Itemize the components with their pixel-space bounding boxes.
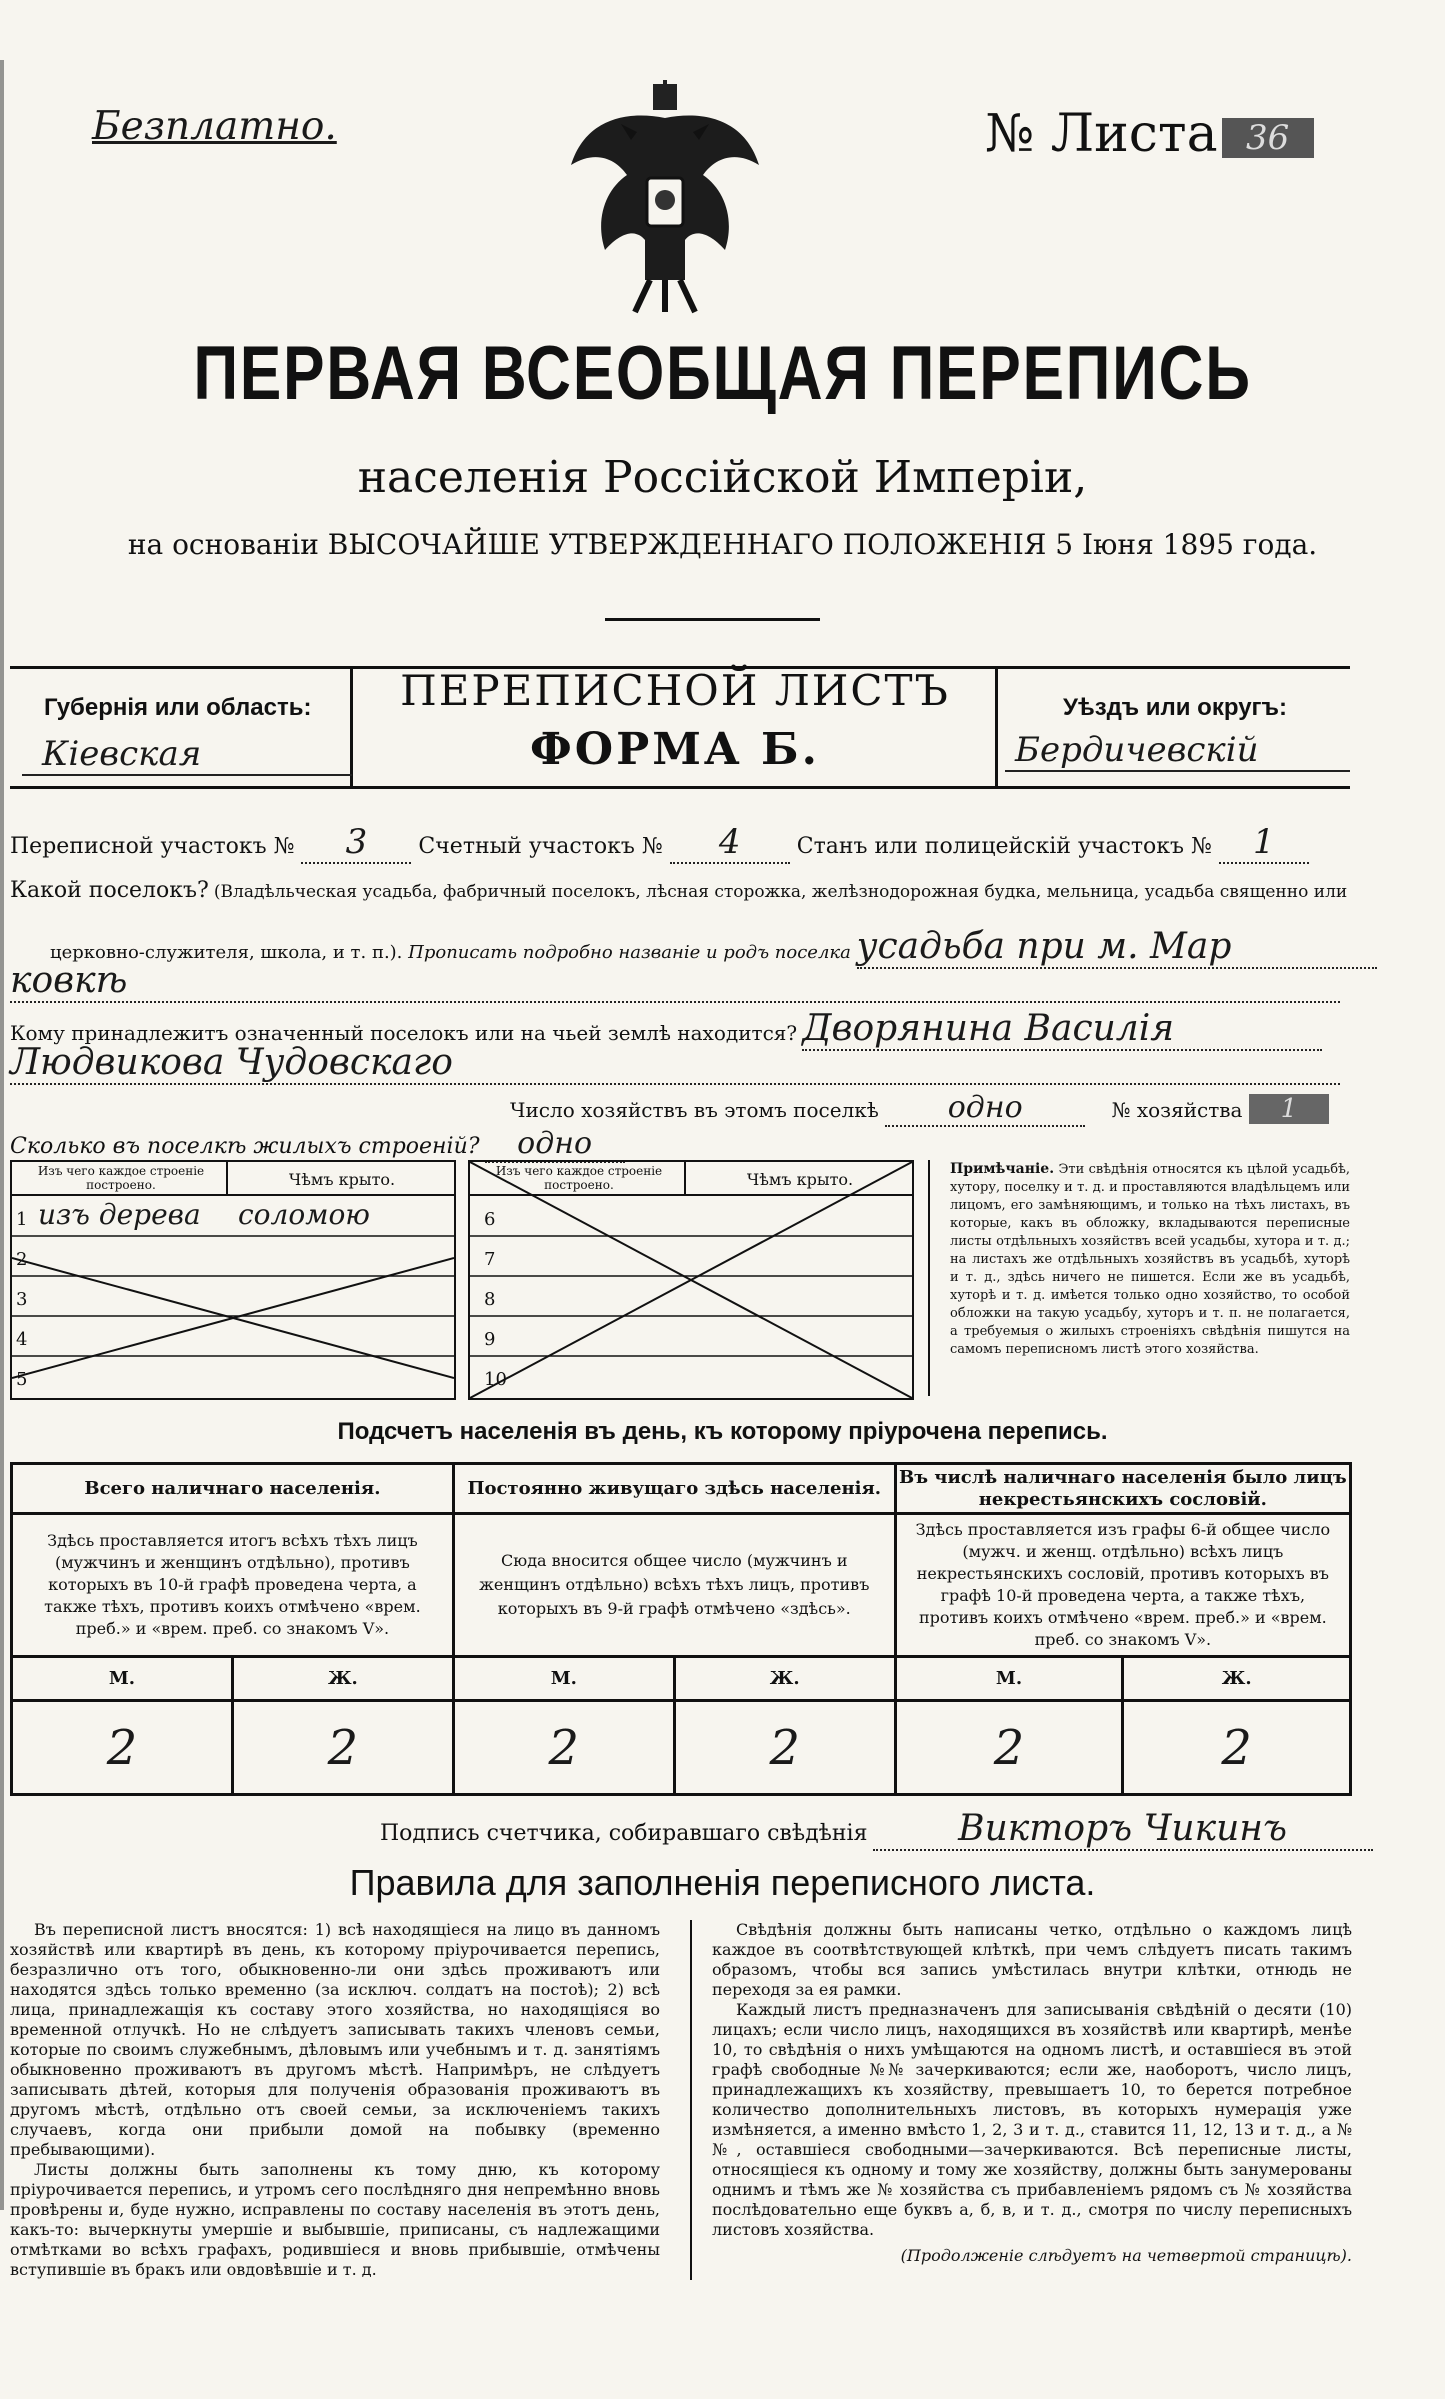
left-col-material: Изъ чего каждое строеніе построено. — [37, 1164, 205, 1192]
rules-left-p2: Листы должны быть заполнены къ тому дню, къ которому пріурочивается перепись, и утромъ сего послѣдняго дня непремѣнно вновь провѣрены и, буде нужно, исправлены по составу населенія въ этотъ день, какъ-то: вычеркнуты умершіе и выбывшіе, приписаны, съ надлежащими отмѣтками во всѣхъ графахъ, родившіеся и вновь прибывшіе, отмѣчены вступившіе въ бракъ или овдовѣвшіе и т. д. — [10, 2160, 660, 2279]
buildings-table-right — [468, 1160, 914, 1400]
left-row-numbers — [16, 1200, 36, 1400]
count-section-value[interactable]: 4 — [670, 822, 790, 864]
row-number: 4 — [16, 1329, 28, 1350]
note-text: Эти свѣдѣнія относятся къ цѣлой усадьбѣ, хутору, поселку и т. д. и проставляются владѣльцемъ или лицомъ, его замѣняющимъ, и только на тѣхъ листахъ, въ которые, какъ въ обложку, вкладываются переписные листы отдѣльныхъ хозяйствъ всей усадьбы, хутора и т. д.; на листахъ же отдѣльныхъ хозяйствъ въ усадьбѣ, хуторѣ и т. д., здѣсь ничего не пишется. Если же въ усадьбѣ, хуторѣ и т. д. имѣется только одно хозяйство, то особой обложки на такую усадьбу, хуторъ и т. п. не полагается, а требуемыя о жилыхъ строеніяхъ свѣдѣнія пишутся на самомъ переписномъ листѣ этого хозяйства. — [950, 1162, 1350, 1357]
resident-male-value[interactable]: 2 — [453, 1701, 674, 1795]
pop-col2-text: Сюда вносится общее число (мужчинъ и женщинъ отдѣльно) всѣхъ тѣхъ лицъ, противъ которыхъ въ 9-й графѣ отмѣчено «здѣсь». — [453, 1514, 895, 1657]
settlement-question: Какой поселокъ? — [10, 878, 209, 903]
households-value[interactable]: одно — [885, 1090, 1085, 1127]
sections-line — [10, 822, 1309, 864]
total-male-value[interactable]: 2 — [12, 1701, 233, 1795]
police-section-value[interactable]: 1 — [1219, 822, 1309, 864]
sheet-number — [985, 104, 1314, 164]
row1-roof[interactable]: соломою — [238, 1198, 370, 1231]
row-number: 7 — [484, 1249, 496, 1270]
nonpeasant-female-value[interactable]: 2 — [1123, 1701, 1351, 1795]
right-col-roof: Чѣмъ крыто. — [746, 1170, 854, 1189]
province-label: Губернія или область: — [44, 694, 312, 721]
household-no-label: № хозяйства — [1111, 1098, 1243, 1122]
population-table — [10, 1462, 1352, 1796]
rules-right-p1: Свѣдѣнія должны быть написаны четко, отдѣльно о каждомъ лицѣ каждое въ соотвѣтствующей клѣткѣ, при чемъ слѣдуетъ писать такимъ образомъ, чтобы вся запись умѣстилась внутри клѣтки, отнюдь не переходя за ея рамки. — [712, 1920, 1352, 1999]
district-value[interactable]: Бердичевскій — [1005, 730, 1350, 772]
note-label: Примѣчаніе. — [950, 1161, 1055, 1177]
census-section-value[interactable]: 3 — [301, 822, 411, 864]
row-number: 9 — [484, 1329, 496, 1350]
total-female-value[interactable]: 2 — [232, 1701, 453, 1795]
buildings-line — [10, 1126, 625, 1163]
settlement-hint: (Владѣльческая усадьба, фабричный поселокъ, лѣсная сторожка, желѣзнодорожная будка, мельница, усадьба священно или — [213, 882, 1348, 902]
male-header: М. — [895, 1657, 1123, 1701]
row-number: 1 — [16, 1209, 28, 1230]
sheet-number-value: 36 — [1222, 118, 1314, 158]
rules-left-column — [10, 1920, 660, 2280]
form-header-sep-right — [995, 666, 998, 789]
settlement-hint-2: церковно-служителя, школа, и т. п.). — [50, 942, 403, 963]
rules-left-p1: Въ переписной листъ вносятся: 1) всѣ находящіеся на лицо въ данномъ хозяйствѣ или квартирѣ въ день, къ которому пріурочивается перепись, безразлично отъ того, обыкновенно-ли они здѣсь проживаютъ или находятся здѣсь только временно (за исключ. солдатъ на постоѣ); 2) всѣ лица, принадлежащія къ составу этого хозяйства, но находящіяся во временной отлучкѣ. Но не слѣдуетъ записывать такихъ членовъ семьи, которые по своимъ служебнымъ, дѣловымъ или учебнымъ и т. д. занятіямъ обыкновенно проживаютъ въ другомъ мѣстѣ. Напримѣръ, не слѣдуетъ записывать дѣтей, которыя для полученія образованія проживаютъ въ другомъ мѣстѣ, отдѣльно отъ своей семьи, за исключеніемъ такихъ случаевъ, когда они прибыли домой на побывку (временно пребывающими). — [10, 1920, 660, 2159]
pop-col1-title: Всего наличнаго населенія. — [12, 1464, 454, 1514]
owner-value-2[interactable]: Людвикова Чудовскаго — [10, 1042, 1340, 1085]
left-col-divider — [226, 1162, 228, 1194]
owner-question: Кому принадлежитъ означенный поселокъ или на чьей землѣ находится? — [10, 1021, 798, 1045]
rules-column-divider — [690, 1920, 692, 2280]
row1-material[interactable]: изъ дерева — [38, 1198, 201, 1231]
form-header-bottom-rule — [10, 786, 1350, 789]
page-subtitle: населенія Россійской Имперіи, — [357, 452, 1088, 503]
settlement-value-2[interactable]: ковкѣ — [10, 960, 1340, 1003]
settlement-instruction: Прописать подробно названіе и родъ поселка — [408, 942, 851, 963]
province-value[interactable]: Кіевская — [22, 734, 352, 776]
row-number: 3 — [16, 1289, 28, 1310]
buildings-table-left — [10, 1160, 456, 1400]
sheet-number-label: № Листа — [985, 104, 1218, 164]
row-number: 5 — [16, 1369, 28, 1390]
settlement-value-1[interactable]: усадьба при м. Мар — [857, 926, 1377, 969]
district-label: Уѣздъ или округъ: — [1062, 694, 1288, 721]
households-label: Число хозяйствъ въ этомъ поселкѣ — [510, 1098, 879, 1122]
row-number: 8 — [484, 1289, 496, 1310]
left-col-roof: Чѣмъ крыто. — [288, 1170, 396, 1189]
population-heading: Подсчетъ населенія въ день, къ которому пріурочена перепись. — [337, 1418, 1108, 1445]
legal-basis: на основаніи ВЫСОЧАЙШЕ УТВЕРЖДЕННАГО ПОЛОЖЕНІЯ 5 Іюня 1895 года. — [127, 528, 1318, 561]
pop-col3-title: Въ числѣ наличнаго населенія было лицъ некрестьянскихъ сословій. — [895, 1464, 1350, 1514]
nonpeasant-male-value[interactable]: 2 — [895, 1701, 1123, 1795]
row-number: 6 — [484, 1209, 496, 1230]
rules-right-p2: Каждый листъ предназначенъ для записыванія свѣдѣній о десяти (10) лицахъ; если число лицъ, находящихся въ хозяйствѣ или квартирѣ, менѣе 10, то свѣдѣнія о нихъ умѣщаются на одномъ листѣ, и оставшіеся въ этой графѣ свободные №№ зачеркиваются; если же, наоборотъ, число лицъ, принадлежащихъ къ хозяйству, превышаетъ 10, то берется потребное количество дополнительныхъ листовъ, въ которыхъ нумерація уже измѣняется, а именно вмѣсто 1, 2, 3 и т. д., ставится 11, 12, 13 и т. д., а №№, оставшіеся свободными—зачеркиваются. Всѣ переписные листы, относящіеся къ одному и тому же хозяйству, должны быть занумерованы однимъ и тѣмъ же № хозяйства съ прибавленіемъ рядомъ съ № хозяйства послѣдовательно еще буквъ а, б, в, и т. д., смотря по числу переписныхъ листовъ хозяйства. — [712, 2000, 1352, 2239]
male-header: М. — [12, 1657, 233, 1701]
male-header: М. — [453, 1657, 674, 1701]
row-number: 2 — [16, 1249, 28, 1270]
note — [950, 1160, 1350, 1359]
buildings-value[interactable]: одно — [485, 1126, 625, 1163]
page-title: ПЕРВАЯ ВСЕОБЩАЯ ПЕРЕПИСЬ — [193, 331, 1252, 416]
header-divider — [605, 618, 820, 621]
female-header: Ж. — [1123, 1657, 1351, 1701]
settlement-question-line — [10, 878, 1350, 903]
signature-value[interactable]: Викторъ Чикинъ — [873, 1808, 1373, 1851]
sheet-title: ПЕРЕПИСНОЙ ЛИСТЪ — [400, 666, 950, 715]
pop-col3-text: Здѣсь проставляется изъ графы 6-й общее число (мужч. и женщ. отдѣльно) всѣхъ лицъ некрестьянскихъ сословій, противъ которыхъ въ графѣ 10-й проведена черта, а также тѣхъ, противъ коихъ отмѣчено «врем. преб.» и «врем. преб. со знакомъ V». — [895, 1514, 1350, 1657]
free-label: Безплатно. — [92, 104, 337, 149]
rules-continued: (Продолженіе слѣдуетъ на четвертой страницѣ). — [900, 2246, 1352, 2265]
note-divider — [928, 1160, 930, 1396]
police-section-label: Станъ или полицейскій участокъ № — [796, 834, 1212, 859]
right-row-numbers — [484, 1200, 514, 1400]
coat-of-arms-icon — [565, 80, 765, 315]
rules-title: Правила для заполненія переписного листа. — [349, 1862, 1096, 1903]
households-line — [510, 1090, 1329, 1127]
buildings-label: Сколько въ поселкѣ жилыхъ строеній? — [10, 1134, 480, 1159]
signature-label: Подпись счетчика, собиравшаго свѣдѣнія — [380, 1821, 868, 1846]
female-header: Ж. — [232, 1657, 453, 1701]
signature-line — [380, 1808, 1373, 1851]
owner-value-1[interactable]: Дворянина Василія — [802, 1008, 1322, 1051]
pop-col1-text: Здѣсь проставляется итогъ всѣхъ тѣхъ лицъ (мужчинъ и женщинъ отдѣльно), противъ которыхъ въ 10-й графѣ проведена черта, а также тѣхъ, противъ коихъ отмѣчено «врем. преб.» и «врем. преб. со знакомъ V». — [12, 1514, 454, 1657]
household-no-value[interactable]: 1 — [1249, 1094, 1329, 1124]
right-col-material: Изъ чего каждое строеніе построено. — [495, 1164, 663, 1192]
row-number: 10 — [484, 1369, 507, 1390]
resident-female-value[interactable]: 2 — [674, 1701, 895, 1795]
female-header: Ж. — [674, 1657, 895, 1701]
pop-col2-title: Постоянно живущаго здѣсь населенія. — [453, 1464, 895, 1514]
form-label: ФОРМА Б. — [530, 724, 820, 775]
census-section-label: Переписной участокъ № — [10, 834, 295, 859]
right-rows-grid — [470, 1162, 912, 1398]
count-section-label: Счетный участокъ № — [418, 834, 663, 859]
rules-right-column — [712, 1920, 1352, 2266]
